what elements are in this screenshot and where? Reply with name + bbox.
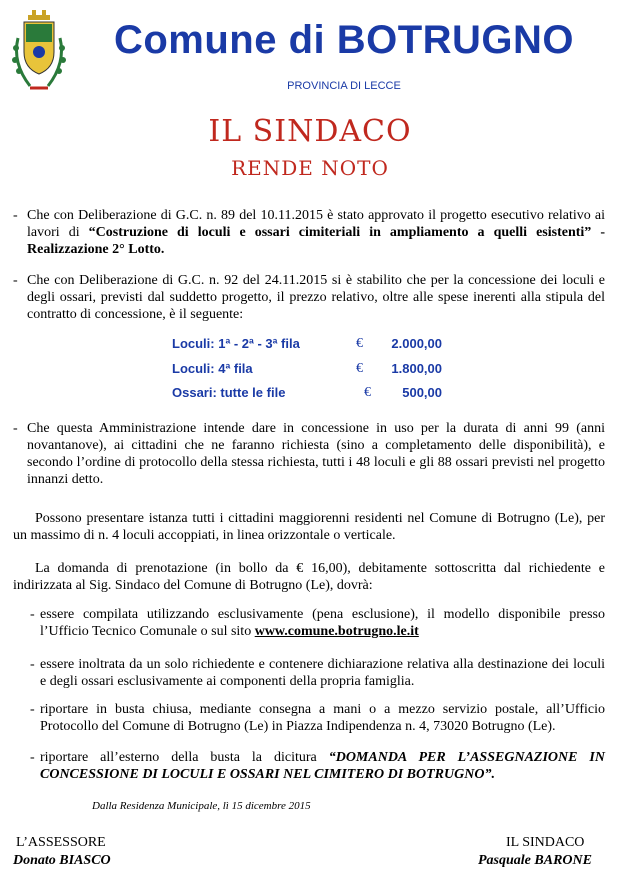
- paragraph-istanza: Possono presentare istanza tutti i cittadini maggiorenni residenti nel Comune di Botrugno (Le), per un massimo di n. 4 loculi accoppiati, in linea orizzontale o verticale.: [13, 511, 605, 543]
- paragraph-domanda: La domanda di prenotazione (in bollo da € 16,00), debitamente sottoscritta dal richiedente e indirizzata al Sig. Sindaco del Comune di Botrugno (Le), dovrà:: [13, 561, 605, 593]
- price-label: Loculi: 4ª fila: [172, 361, 253, 376]
- list-item: - riportare all’esterno della busta la dicitura “DOMANDA PER L’ASSEGNAZIONE IN CONCESSIONE DI LOCULI E OSSARI NEL CIMITERO DI BOTRUGNO”.: [30, 750, 605, 782]
- assessore-role: L’ASSESSORE: [16, 835, 106, 850]
- heading-rende-noto: RENDE NOTO: [231, 156, 389, 180]
- paragraph-deliberazione-89: - Che con Deliberazione di G.C. n. 89 del 10.11.2015 è stato approvato il progetto esecutivo relativo ai lavori di “Costruzione di loculi e ossari cimiteriali in ampliamento a quelli esistenti” - Realizzazione 2° Lotto.: [13, 208, 605, 257]
- list-item: - essere inoltrata da un solo richiedente e contenere dichiarazione relativa alla destinazione dei loculi e degli ossari esclusivamente ai componenti della propria famiglia.: [30, 657, 605, 689]
- sindaco-role: IL SINDACO: [506, 835, 585, 850]
- paragraph-deliberazione-92: - Che con Deliberazione di G.C. n. 92 del 24.11.2015 si è stabilito che per la concessione dei loculi e degli ossari, previsti dal suddetto progetto, il prezzo relativo, oltre alle spese inerenti alla stipula del contratto di concessione, è il seguente:: [13, 273, 605, 322]
- list-item: - riportare in busta chiusa, mediante consegna a mani o a mezzo servizio postale, all’Ufficio Protocollo del Comune di Botrugno (Le) in Piazza Indipendenza n. 4, 73020 Botrugno (Le).: [30, 702, 605, 734]
- bullet-dash: -: [13, 273, 18, 288]
- paragraph-concessione: - Che questa Amministrazione intende dare in concessione in uso per la durata di anni 99 (anni novantanove), ai cittadini che ne faranno richiesta (sino a completamento delle disponibilità), e secondo l’ordine di protocollo della stessa richiesta, tutti i 48 loculi e gli 88 ossari previsti nel progetto innanzi detto.: [13, 421, 605, 487]
- heading-sindaco: IL SINDACO: [208, 114, 412, 149]
- envelope-wording: “DOMANDA PER L’ASSEGNAZIONE IN CONCESSIONE DI LOCULI E OSSARI NEL CIMITERO DI BOTRUGNO”.: [40, 750, 605, 782]
- bullet-dash: -: [30, 657, 35, 672]
- currency-symbol: €: [364, 385, 371, 400]
- bullet-dash: -: [30, 750, 35, 765]
- project-title: “Costruzione di loculi e ossari cimiteriali in ampliamento a quelli esistenti” - Realizzazione 2° Lotto.: [27, 225, 605, 257]
- currency-symbol: €: [356, 361, 363, 376]
- price-value: 1.800,00: [391, 361, 442, 376]
- price-label: Ossari: tutte le file: [172, 385, 286, 400]
- bullet-dash: -: [13, 208, 18, 223]
- sindaco-name: Pasquale BARONE: [478, 853, 592, 868]
- website-link[interactable]: www.comune.botrugno.le.it: [254, 624, 419, 639]
- dateline: Dalla Residenza Municipale, lì 15 dicembre 2015: [92, 800, 311, 812]
- price-value: 2.000,00: [391, 336, 442, 351]
- bullet-dash: -: [30, 607, 35, 622]
- currency-symbol: €: [356, 336, 363, 351]
- municipal-crest-icon: [10, 8, 68, 100]
- price-value: 500,00: [402, 385, 442, 400]
- list-item: - essere compilata utilizzando esclusivamente (pena esclusione), il modello disponibile presso l’Ufficio Tecnico Comunale o sul sito www.comune.botrugno.le.it: [30, 607, 605, 639]
- price-label: Loculi: 1ª - 2ª - 3ª fila: [172, 336, 300, 351]
- bullet-dash: -: [30, 702, 35, 717]
- page-title: Comune di BOTRUGNO: [113, 18, 575, 62]
- province-label: PROVINCIA DI LECCE: [287, 80, 401, 92]
- assessore-name: Donato BIASCO: [13, 853, 111, 868]
- bullet-dash: -: [13, 421, 18, 436]
